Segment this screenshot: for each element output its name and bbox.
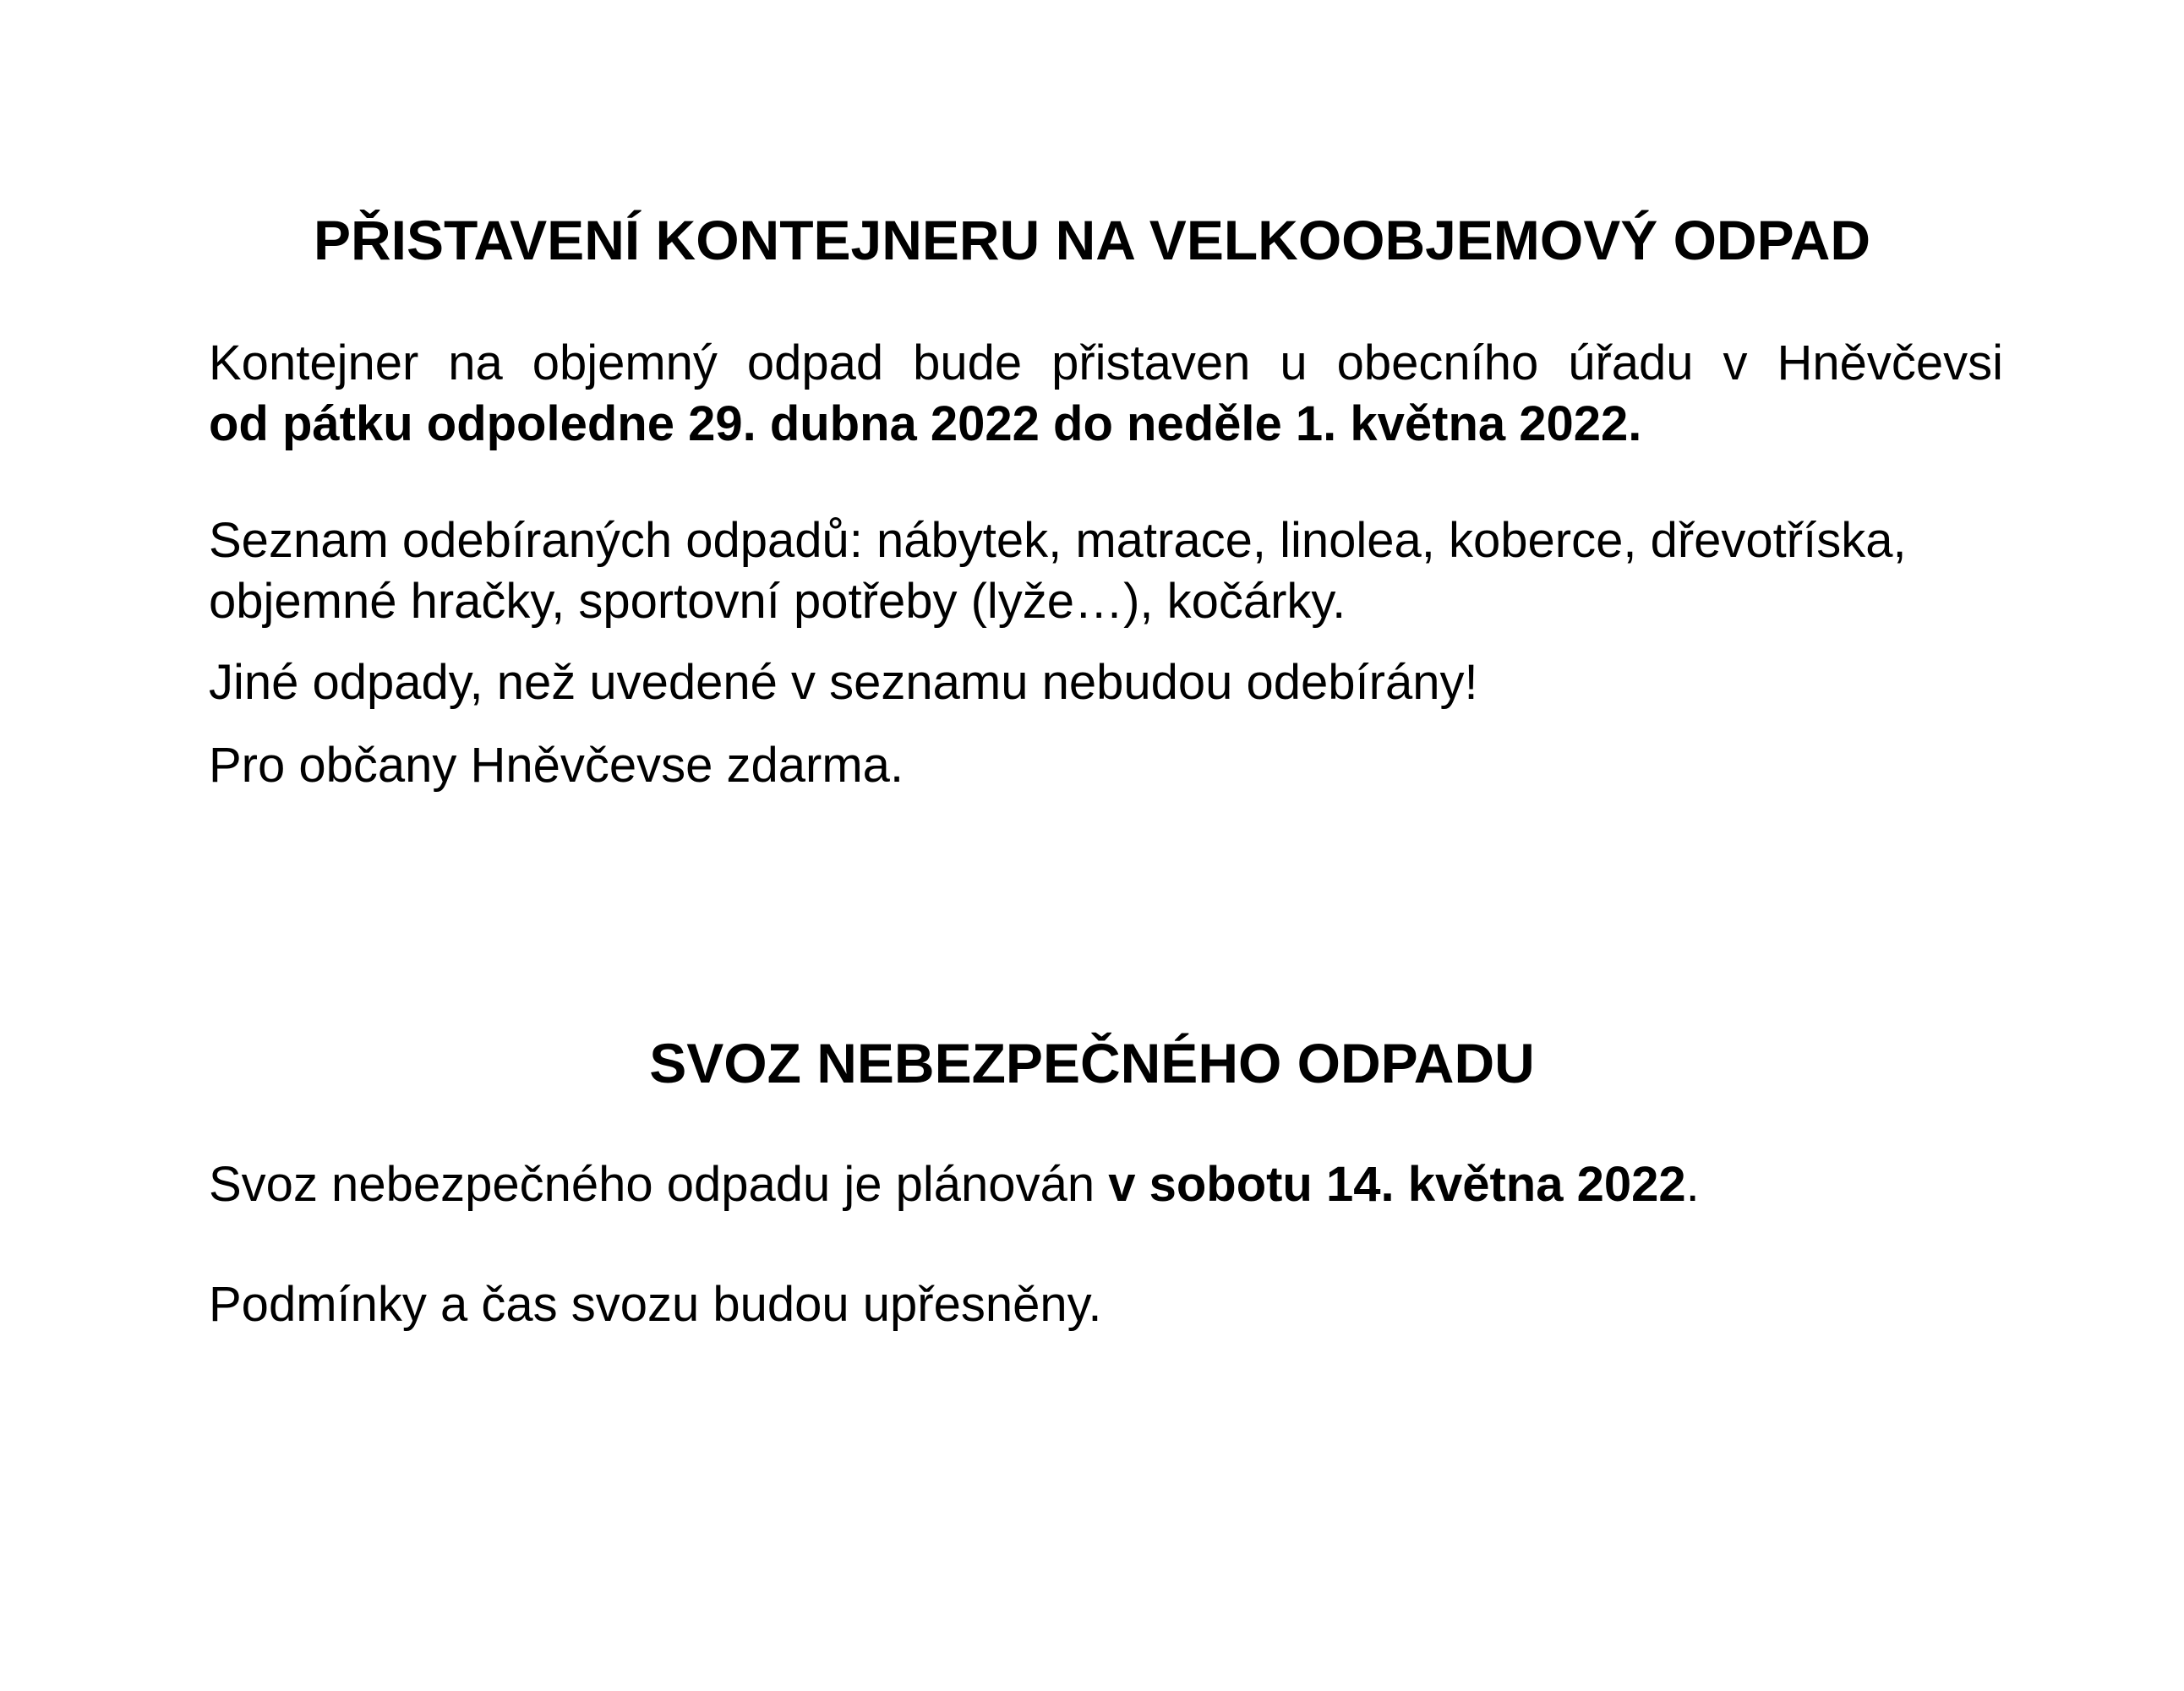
hazardous-waste-date-text: Svoz nebezpečného odpadu je plánován [209,1157,1109,1212]
container-heading: PŘISTAVENÍ KONTEJNERU NA VELKOOBJEMOVÝ ODPAD [313,209,1871,271]
accepted-waste-line-1: Seznam odebíraných odpadů: nábytek, matrace, linolea, koberce, dřevotříska, [209,513,1907,568]
hazardous-waste-date [209,1154,2003,1215]
hazardous-waste-heading: SVOZ NEBEZPEČNÉHO ODPADU [649,1032,1535,1094]
hazardous-waste-date-end: . [1685,1157,1700,1212]
hazardous-waste-date-bold: v sobotu 14. května 2022 [1108,1157,1686,1212]
other-waste-warning: Jiné odpady, než uvedené v seznamu nebudou odebírány! [209,655,1478,710]
conditions-note: Podmínky a čas svozu budou upřesněny. [209,1277,1102,1332]
accepted-waste-line-2: objemné hračky, sportovní potřeby (lyže…), kočárky. [209,574,1346,629]
container-announcement [209,333,2003,455]
accepted-waste-list [209,510,2003,632]
container-date-range: od pátku odpoledne 29. dubna 2022 do neděle 1. května 2022. [209,396,1642,451]
free-for-citizens-note: Pro občany Hněvčevse zdarma. [209,738,904,793]
container-location-line: Kontejner na objemný odpad bude přistaven u obecního úřadu v Hněvčevsi [209,335,2003,390]
